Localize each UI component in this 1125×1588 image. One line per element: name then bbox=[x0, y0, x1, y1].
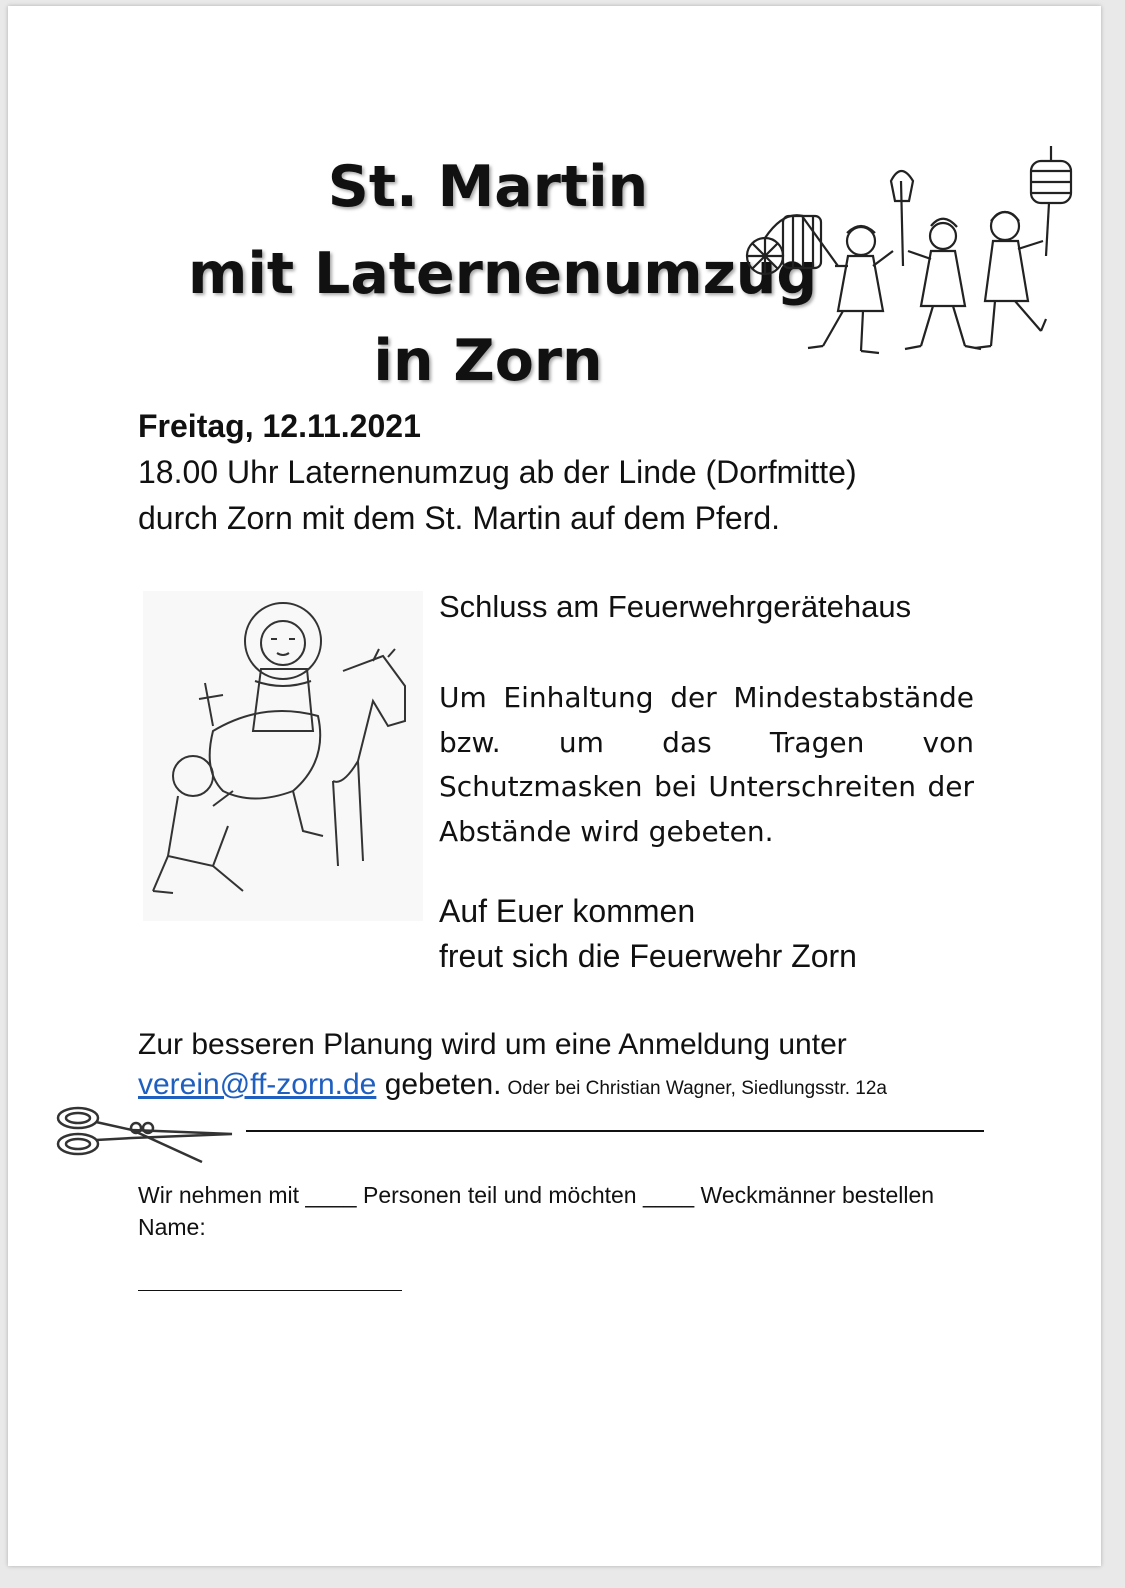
cut-line bbox=[246, 1130, 984, 1132]
greeting-line-1: Auf Euer kommen bbox=[439, 893, 696, 929]
registration-suffix: gebeten. bbox=[384, 1068, 502, 1101]
st-martin-illustration bbox=[143, 591, 423, 921]
event-date: Freitag, 12.11.2021 bbox=[138, 408, 421, 444]
name-line bbox=[138, 1290, 402, 1291]
title-line-3: in Zorn bbox=[373, 328, 603, 394]
flyer-page bbox=[8, 6, 1101, 1566]
registration-line-2 bbox=[138, 1068, 887, 1102]
event-line-1: 18.00 Uhr Laternenumzug ab der Linde (Dorfmitte) bbox=[138, 454, 857, 490]
form-name-label: Name: bbox=[138, 1214, 206, 1240]
end-location: Schluss am Feuerwehrgerätehaus bbox=[439, 589, 912, 624]
event-line-2: durch Zorn mit dem St. Martin auf dem Pferd. bbox=[138, 500, 781, 536]
registration-line-1: Zur besseren Planung wird um eine Anmeldung unter bbox=[138, 1028, 847, 1061]
registration-alternative: Oder bei Christian Wagner, Siedlungsstr. 12a bbox=[507, 1078, 887, 1099]
safety-notice: Um Einhaltung der Mindestabstände bzw. um das Tragen von Schutzmasken bei Unterschreiten der Abstände wird gebeten. bbox=[439, 681, 974, 848]
title-line-2: mit Laternenumzug bbox=[188, 241, 818, 307]
email-link[interactable]: verein@ff-zorn.de bbox=[138, 1068, 377, 1101]
lantern-children-illustration bbox=[743, 141, 1073, 361]
greeting-line-2: freut sich die Feuerwehr Zorn bbox=[439, 938, 857, 974]
title-line-1: St. Martin bbox=[327, 154, 649, 220]
form-participation: Wir nehmen mit ____ Personen teil und möchten ____ Weckmänner bestellen bbox=[138, 1182, 935, 1208]
scissors-icon bbox=[52, 1102, 242, 1168]
